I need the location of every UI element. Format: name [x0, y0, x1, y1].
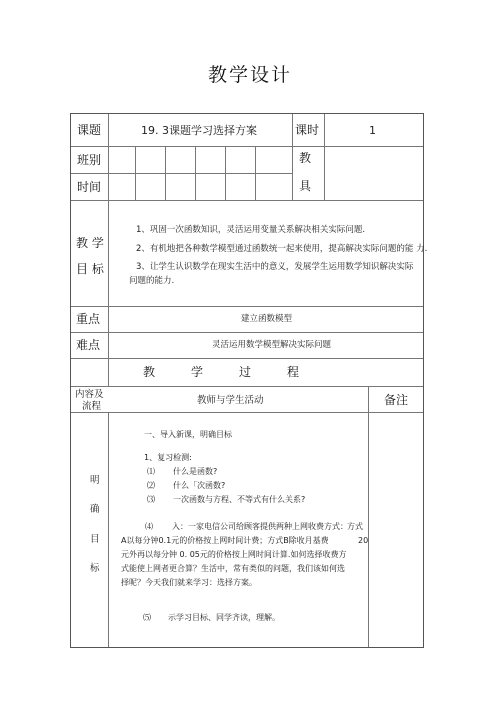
rule-col-label-lower [108, 412, 109, 647]
rule-row-7 [71, 412, 423, 413]
q4-number: ⑷ [145, 522, 153, 531]
goal-item-2: 2、有机地把各种数学模型通过函数统一起来使用，提高解决实际问题的能 力. [136, 244, 428, 254]
rule-row-4 [71, 332, 423, 333]
lesson-plan-table [70, 113, 428, 648]
difficulty-value: 灵活运用数学模型解决实际问题 [212, 340, 332, 350]
q3-text: 一次函数与方程、不等式有什么关系? [173, 495, 306, 504]
q1-number: ⑴ [147, 467, 155, 476]
rule-class-5 [255, 146, 256, 200]
rule-col-label [108, 114, 109, 386]
process-review: 1、复习检测: [144, 453, 192, 462]
q5-number: ⑸ [143, 613, 151, 622]
rule-row-5 [71, 358, 423, 359]
side-label-4: 标 [90, 563, 100, 574]
goal-item-1: 1、巩固一次函数知识，灵活运用变量关系解决相关实际问题. [136, 225, 366, 235]
rule-class-1 [135, 146, 136, 200]
col-note-label: 备注 [384, 393, 409, 407]
rule-row-3 [71, 306, 423, 307]
goal-item-3: 3、让学生认识数学在现实生活中的意义，发展学生运用数学知识解决实际 [136, 262, 414, 272]
topic-value: 19. 3课题学习选择方案 [141, 124, 257, 137]
q3-number: ⑶ [147, 495, 155, 504]
rule-col-hours-left [292, 114, 293, 200]
q4-twenty: 20 [358, 536, 369, 545]
class-label: 班别 [77, 153, 102, 167]
side-label-1: 明 [90, 475, 100, 486]
key-point-value: 建立函数模型 [241, 314, 293, 324]
topic-label: 课题 [77, 123, 102, 137]
side-label-3: 目 [90, 534, 100, 545]
goal-item-4: 问题的能力. [129, 276, 175, 286]
difficulty-label: 难点 [76, 338, 101, 352]
process-heading: 教学过程 [143, 365, 336, 379]
tools-label-2: 具 [299, 179, 312, 193]
col-activity-label: 教师与学生活动 [197, 395, 264, 406]
hours-label: 课时 [295, 123, 320, 137]
q4-line-5: 择呢？今天我们就来学习：选择方案。 [121, 578, 257, 587]
rule-col-tools-right [324, 146, 325, 200]
goals-label-2: 目 标 [76, 262, 104, 276]
rule-class-3 [195, 146, 196, 200]
process-intro: 一、导入新课，明确目标 [144, 430, 232, 439]
tools-label-1: 教 [299, 151, 312, 165]
q4-line-1: 入：一家电信公司给顾客提供两种上网收费方式： [172, 522, 348, 531]
rule-class-2 [165, 146, 166, 200]
col-content-label-2: 流程 [82, 401, 102, 412]
q4-line-3: 元外再以每分钟 0. 05元的价格按上网时间计算.如何选择收费方 [121, 550, 347, 559]
q4-line-4: 式能使上网者更合算？生活中，常有类似的问题，我们该如何选 [121, 564, 345, 573]
q1-text: 什么是函数? [173, 467, 218, 476]
q4-fangshi: 方式 [347, 522, 363, 531]
q5-text: 示学习目标、同学齐读，理解。 [168, 613, 280, 622]
rule-row-2 [71, 200, 423, 201]
rule-row-1 [71, 146, 423, 147]
side-label-2: 确 [90, 504, 100, 515]
rule-col-note [368, 386, 369, 647]
col-content-label-1: 内容及 [75, 389, 104, 400]
hours-value: 1 [369, 124, 376, 137]
page-title: 教学设计 [207, 64, 292, 86]
rule-col-hours-right [324, 114, 325, 146]
rule-row-class [71, 173, 292, 174]
goals-label-1: 教 学 [76, 236, 104, 250]
q2-text: 什么「次函数? [173, 481, 226, 490]
q4-line-2: A以每分钟0.1元的价格按上网时间计费；方式B除收月基费 [121, 536, 329, 545]
q2-number: ⑵ [147, 481, 155, 490]
key-point-label: 重点 [76, 312, 101, 326]
rule-row-6 [71, 386, 423, 387]
time-label: 时间 [77, 180, 102, 194]
rule-class-4 [225, 146, 226, 200]
